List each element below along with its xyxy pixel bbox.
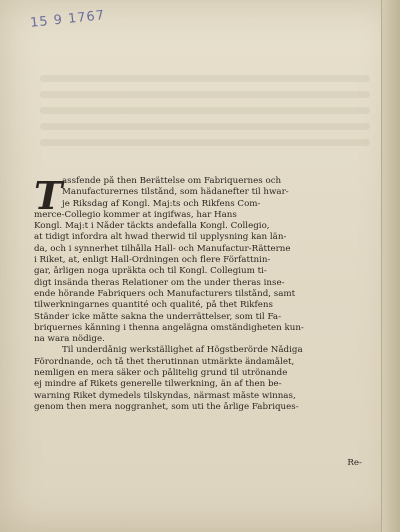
text-line: nemligen en mera säker och pålitelig grund til utrönande (34, 368, 288, 379)
text-line: na wara nödige. (34, 334, 105, 345)
text-line: digt insända theras Relationer om the under theras inse- (34, 277, 285, 288)
text-line: ende hörande Fabriquers och Manufacturers tilstånd, samt (34, 288, 296, 299)
handwritten-note: 15 9 1767 (29, 8, 106, 31)
text-line: tilwerkningarnes quantité och qualité, på thet Rikfens (34, 300, 273, 311)
text-line: gar, årligen noga upräkta och til Kongl. Collegium ti- (34, 266, 267, 277)
text-line: je Riksdag af Kongl. Maj:ts och Rikfens Com- (62, 198, 261, 209)
text-line: assfende på then Berättelse om Fabriquernes och (62, 176, 282, 186)
text-line: warning Riket dymedels tilskyndas, närmast måste winnas, (34, 390, 296, 401)
text-line: Ständer icke måtte sakna the underrättelser, som til Fa- (34, 311, 282, 322)
text-line: briquernes kånning i thenna angelägna omständigheten kun- (34, 322, 304, 333)
text-line: genom then mera noggranhet, som uti the årlige Fabriques- (34, 401, 299, 412)
text-line: i Riket, at, enligt Hall-Ordningen och flere Författnin- (34, 255, 271, 266)
text-line: Kongl. Maj:t i Nåder täckts andefalla Kongl. Collegio, (34, 221, 270, 232)
text-line: Til underdånig werkställighet af Högstberörde Nådiga (62, 345, 303, 356)
text-line: Förordnande, och tå thet therutinnan utmärkte ändamålet, (34, 356, 295, 367)
body-text (34, 173, 366, 413)
text-line: merce-Collegio kommer at ingifwas, har Hans (34, 209, 237, 220)
bleed-through-offset (40, 75, 370, 165)
text-line: da, och i synnerhet tilhålla Hall- och Manufactur-Rätterne (34, 243, 291, 254)
decorative-initial: T (34, 173, 63, 218)
text-line: ej mindre af Rikets generelle tilwerkning, än af then be- (34, 379, 282, 390)
text-line: at tidigt infordra alt hwad therwid til upplysning kan län- (34, 232, 287, 243)
catchword: Re- (347, 458, 362, 468)
text-line: Manufacturernes tilstånd, som hädanefter til hwar- (62, 187, 289, 198)
page-edge (381, 0, 400, 532)
